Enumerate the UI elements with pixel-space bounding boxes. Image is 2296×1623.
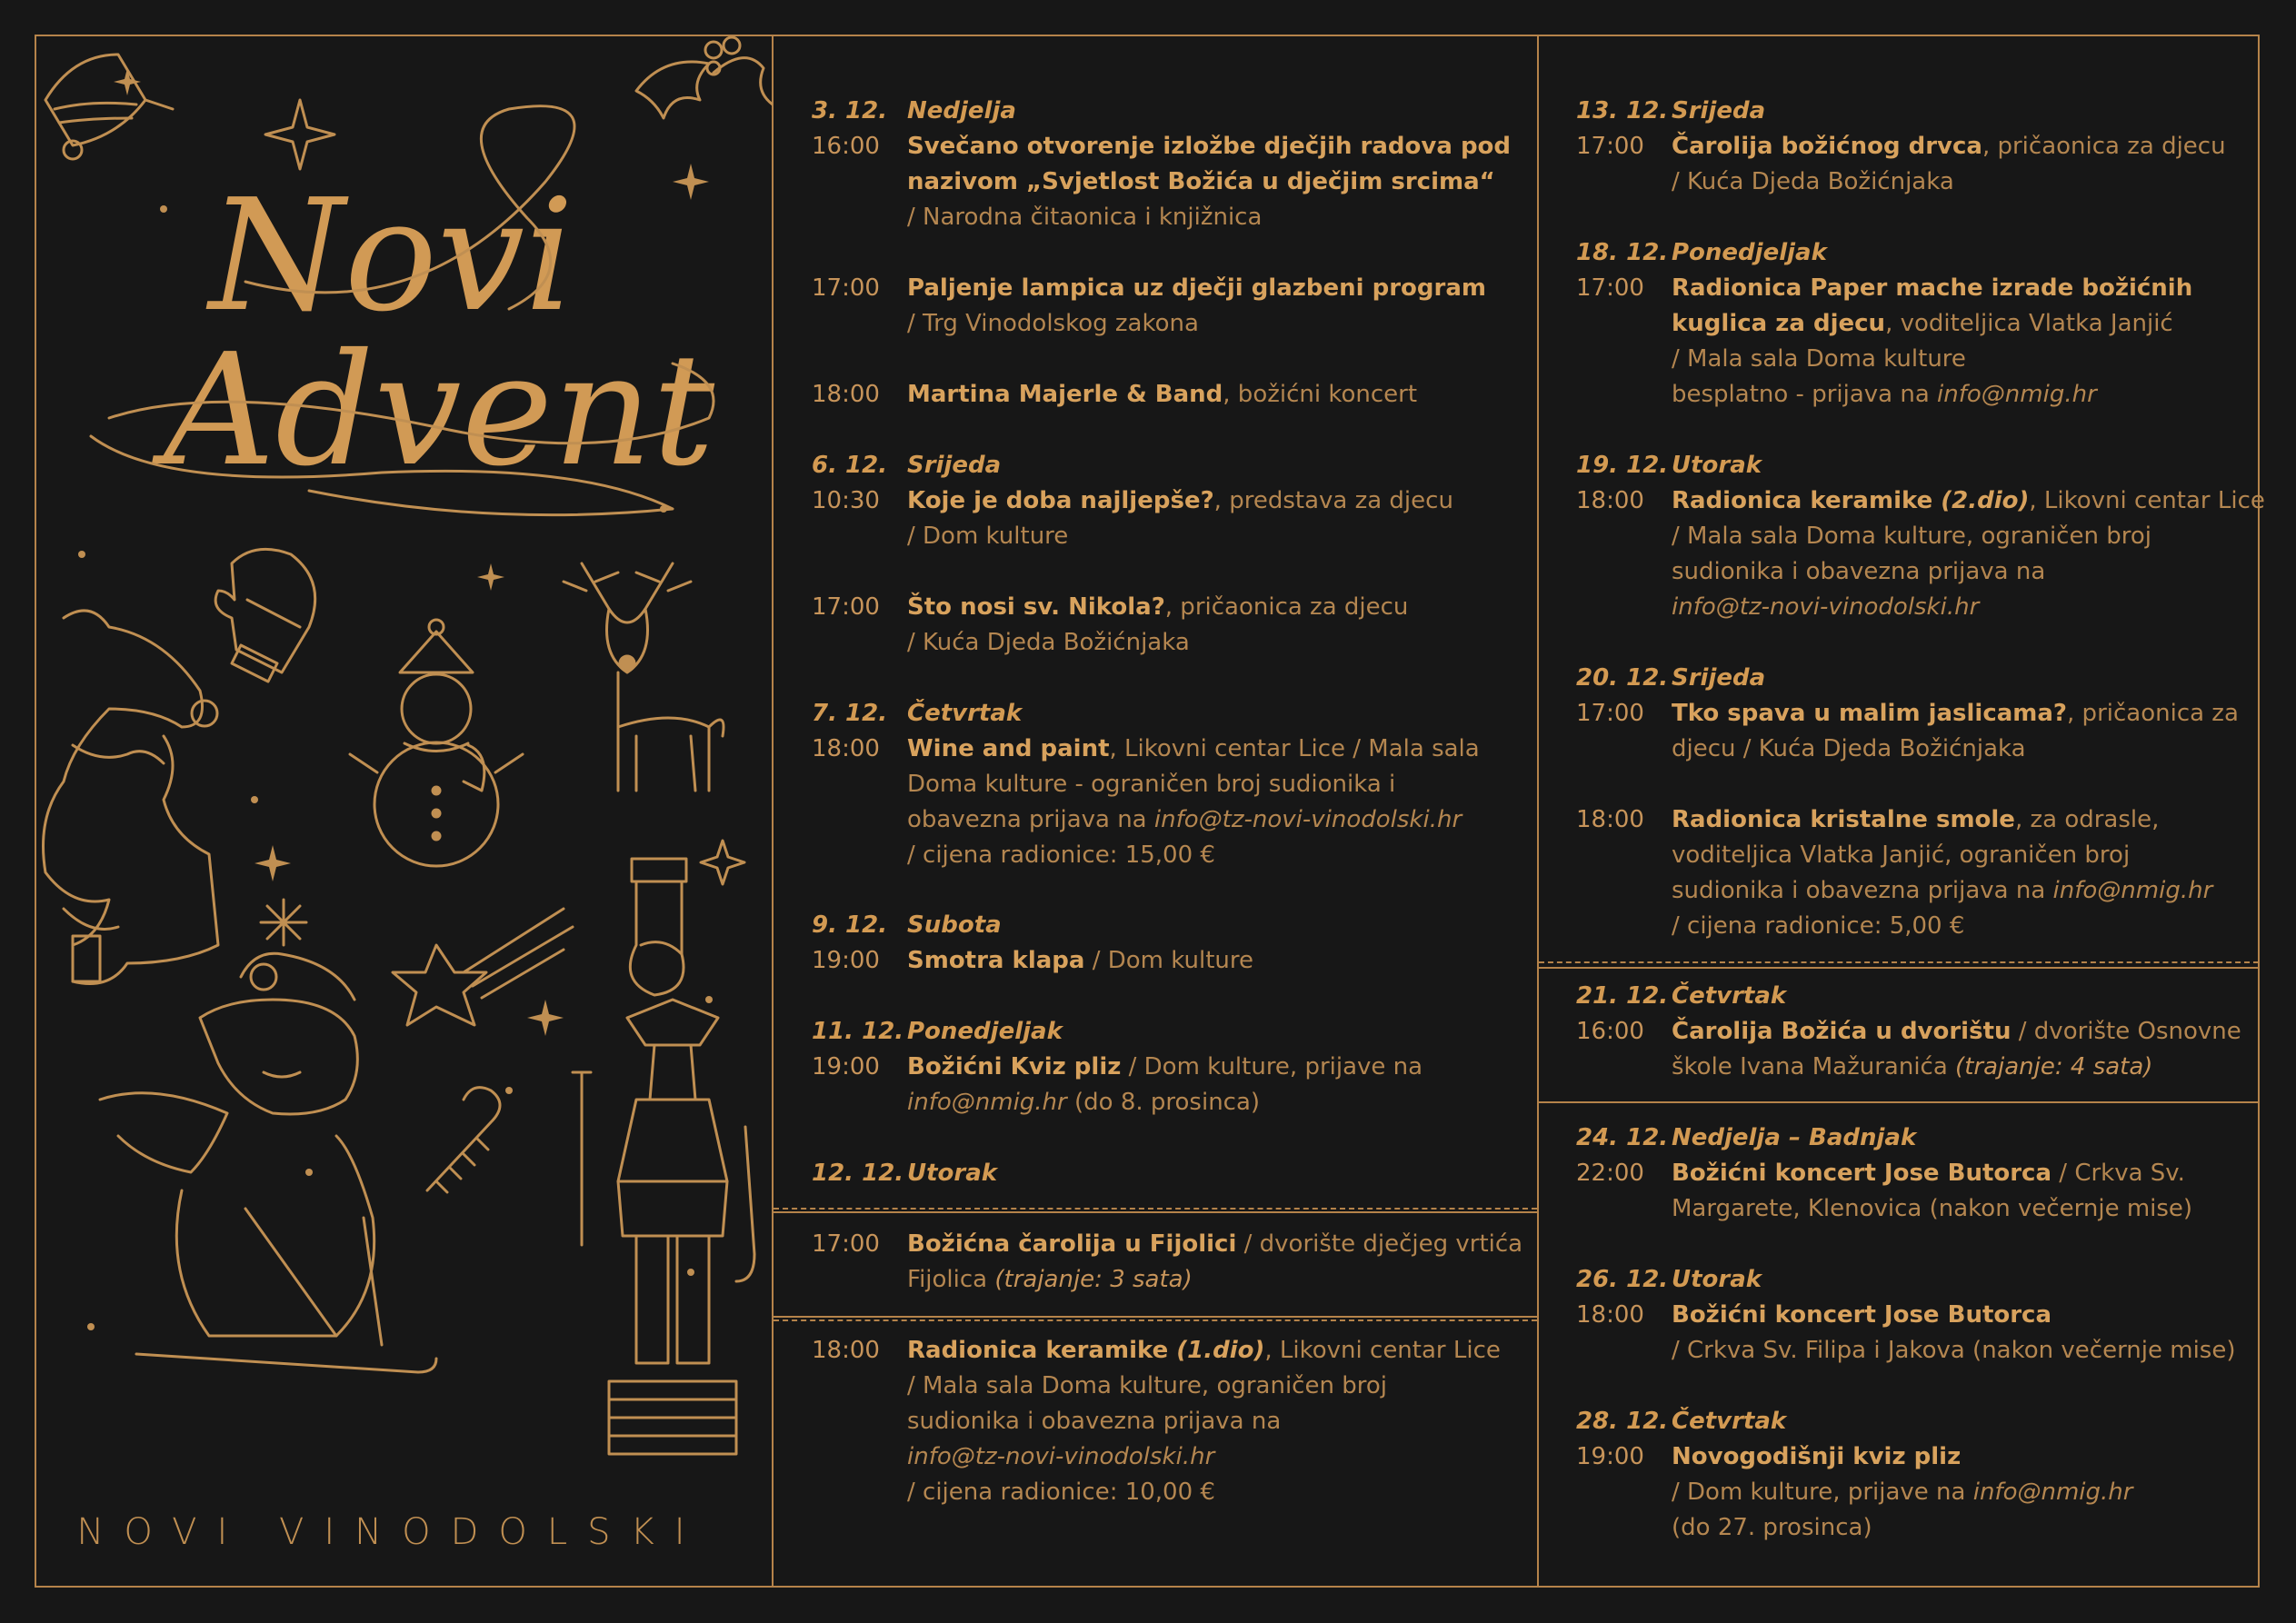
candy-cane-icon — [427, 1088, 500, 1192]
event-line — [1576, 838, 2267, 873]
event-weekday: Srijeda — [907, 452, 1002, 479]
event-text-segment: / cijena radionice: 10,00 € — [907, 1479, 1215, 1506]
event-text — [1672, 164, 1954, 200]
event-weekday: Nedjelja — [907, 97, 1016, 124]
event-line — [1576, 1510, 2267, 1546]
event-line — [1576, 129, 2267, 164]
day-header — [1576, 1120, 2267, 1156]
event-text-segment: / cijena radionice: 5,00 € — [1672, 912, 1965, 940]
event-line — [1576, 519, 2267, 554]
event-text — [1672, 271, 2192, 306]
day-header — [812, 908, 1539, 943]
event-text-segment: Margarete, Klenovica (nakon večernje mise) — [1672, 1195, 2193, 1222]
event-weekday: Četvrtak — [907, 700, 1023, 727]
day-header — [812, 94, 1539, 129]
event-text — [907, 625, 1190, 661]
event-time: 16:00 — [812, 133, 880, 160]
event-text-segment: , pričaonica za djecu — [1164, 593, 1409, 621]
email-link[interactable]: info@nmig.hr — [1937, 381, 2097, 408]
event-text-segment: / dvorište Osnovne — [2011, 1018, 2241, 1045]
event-text — [907, 1369, 1387, 1404]
event-line — [812, 625, 1539, 661]
event-text-segment: Božićna čarolija u Fijolici — [907, 1230, 1237, 1258]
event-weekday: Ponedjeljak — [1672, 239, 1827, 266]
event-time: 17:00 — [812, 274, 880, 302]
event-text-segment: Radionica kristalne smole — [1672, 806, 2015, 833]
event-time: 10:30 — [812, 487, 880, 514]
event-time: 17:00 — [812, 593, 880, 621]
event-line — [1576, 342, 2267, 377]
event-text-segment: Koje je doba najljepše? — [907, 487, 1214, 514]
nutcracker-icon — [573, 1000, 754, 1454]
email-link[interactable]: info@tz-novi-vinodolski.hr — [1153, 806, 1462, 833]
event-line — [812, 1404, 1539, 1439]
event-text-segment: Martina Majerle & Band — [907, 381, 1223, 408]
event-text — [1672, 1510, 1872, 1546]
event-weekday: Četvrtak — [1672, 1408, 1787, 1435]
event-line — [812, 1439, 1539, 1475]
event-date: 24. 12. — [1576, 1124, 1669, 1151]
event-text — [1672, 909, 1964, 944]
event-text-segment: / Mala sala Doma kulture, ograničen broj — [907, 1372, 1387, 1399]
event-text-segment: / Dom kulture — [907, 523, 1069, 550]
event-date: 28. 12. — [1576, 1408, 1669, 1435]
event-line — [812, 271, 1539, 306]
event-date: 26. 12. — [1576, 1266, 1669, 1293]
event-text-segment: Smotra klapa — [907, 947, 1085, 974]
event-text-segment: Radionica Paper mache izrade božićnih — [1672, 274, 2193, 302]
event-line — [1576, 732, 2267, 767]
event-text-segment: (1.dio) — [1176, 1337, 1265, 1364]
event-text — [1672, 129, 2226, 164]
event-date: 3. 12. — [812, 97, 888, 124]
email-link[interactable]: info@nmig.hr — [2052, 877, 2213, 904]
event-text-segment: , Likovni centar Lice / Mala sala — [1109, 735, 1480, 762]
event-text-segment: Fijolica — [907, 1266, 995, 1293]
brand-place: NOVI VINODOLSKI — [76, 1511, 705, 1553]
event-date: 18. 12. — [1576, 239, 1669, 266]
event-text-segment: kuglica za djecu — [1672, 310, 1886, 337]
event-text-segment: Doma kulture - ograničen broj sudionika i — [907, 771, 1396, 798]
event-text-segment: Božićni koncert Jose Butorca — [1672, 1160, 2052, 1187]
day-header — [812, 696, 1539, 732]
event-text-segment: Novogodišnji kviz pliz — [1672, 1443, 1962, 1470]
event-line — [1576, 1156, 2267, 1191]
email-link[interactable]: info@nmig.hr — [1972, 1479, 2133, 1506]
event-text-segment: Radionica keramike — [1672, 487, 1942, 514]
event-text-segment: / Kuća Djeda Božićnjaka — [1672, 168, 1954, 195]
event-text-segment: / dvorište dječjeg vrtića — [1236, 1230, 1523, 1258]
bell-icon — [45, 55, 173, 159]
holly-icon — [636, 37, 773, 118]
event-date: 6. 12. — [812, 452, 888, 479]
event-text — [1672, 1014, 2241, 1050]
event-text — [1672, 1298, 2051, 1333]
event-text-segment: / Mala sala Doma kulture, ograničen broj — [1672, 523, 2151, 550]
day-header — [1576, 979, 2267, 1014]
event-text-segment: / cijena radionice: 15,00 € — [907, 841, 1215, 869]
event-time: 17:00 — [1576, 274, 1644, 302]
event-text — [1672, 696, 2239, 732]
event-line — [812, 164, 1539, 200]
event-line — [812, 943, 1539, 979]
event-weekday: Utorak — [907, 1160, 998, 1187]
event-line — [812, 377, 1539, 413]
event-text — [907, 1439, 1214, 1475]
event-text — [907, 519, 1068, 554]
event-line — [1576, 164, 2267, 200]
event-text — [907, 200, 1262, 235]
event-text — [1672, 732, 2026, 767]
event-text — [907, 838, 1215, 873]
event-line — [812, 1227, 1539, 1262]
event-date: 12. 12. — [812, 1160, 904, 1187]
event-text — [1672, 873, 2212, 909]
event-text-segment: , Likovni centar Lice — [1264, 1337, 1501, 1364]
event-line — [1576, 271, 2267, 306]
event-text-segment: Tko spava u malim jaslicama? — [1672, 700, 2068, 727]
event-weekday: Nedjelja – Badnjak — [1672, 1124, 1917, 1151]
event-text-segment: (2.dio) — [1941, 487, 2030, 514]
event-text — [1672, 1156, 2185, 1191]
event-text-segment: / Mala sala Doma kulture — [1672, 345, 1966, 373]
event-date: 7. 12. — [812, 700, 888, 727]
event-time: 18:00 — [1576, 1301, 1644, 1329]
day-header — [1576, 94, 2267, 129]
event-time: 18:00 — [1576, 487, 1644, 514]
event-text — [1672, 377, 2097, 413]
event-line — [1576, 377, 2267, 413]
event-line — [812, 200, 1539, 235]
event-text — [1672, 1050, 2152, 1085]
event-text-segment: , predstava za djecu — [1213, 487, 1453, 514]
event-time: 18:00 — [812, 381, 880, 408]
event-text-segment: Svečano otvorenje izložbe dječjih radova pod — [907, 133, 1512, 160]
event-text — [1672, 590, 1979, 625]
event-line — [812, 1050, 1539, 1085]
event-time: 19:00 — [1576, 1443, 1644, 1470]
event-text — [1672, 802, 2159, 838]
event-line — [1576, 306, 2267, 342]
day-header — [1576, 1262, 2267, 1298]
event-line — [1576, 1298, 2267, 1333]
event-line — [812, 1085, 1539, 1120]
event-weekday: Srijeda — [1672, 97, 1766, 124]
event-line — [1576, 1333, 2267, 1369]
day-header — [1576, 235, 2267, 271]
event-line — [812, 590, 1539, 625]
event-line — [1576, 554, 2267, 590]
event-text-segment: Čarolija Božića u dvorištu — [1672, 1018, 2011, 1045]
event-text-segment: Božićni Kviz pliz — [907, 1053, 1122, 1080]
event-date: 9. 12. — [812, 911, 888, 939]
polar-bear-skiing-icon — [100, 953, 436, 1372]
event-text — [907, 1227, 1522, 1262]
separator-line — [774, 1211, 1537, 1213]
day-header — [1576, 448, 2267, 483]
event-weekday: Srijeda — [1672, 664, 1766, 692]
event-text-segment: / Dom kulture, prijave na — [1672, 1479, 1973, 1506]
event-text-segment: / Crkva Sv. — [2051, 1160, 2185, 1187]
event-line — [1576, 1191, 2267, 1227]
snowflake-icon — [261, 900, 306, 945]
event-line — [812, 306, 1539, 342]
event-text-segment: djecu / Kuća Djeda Božićnjaka — [1672, 735, 2026, 762]
event-time: 16:00 — [1576, 1018, 1644, 1045]
event-text — [907, 732, 1480, 767]
event-text-segment: sudionika i obavezna prijava na — [1672, 877, 2053, 904]
event-text-segment: Božićni koncert Jose Butorca — [1672, 1301, 2052, 1329]
event-text — [1672, 1333, 2236, 1369]
event-text — [907, 483, 1453, 519]
event-text — [907, 164, 1495, 200]
event-text-segment: , za odrasle, — [2014, 806, 2160, 833]
event-text — [907, 129, 1511, 164]
event-text-segment: / Kuća Djeda Božićnjaka — [907, 629, 1190, 656]
event-line — [812, 1333, 1539, 1369]
event-text-segment: (trajanje: 3 sata) — [994, 1266, 1193, 1293]
event-line — [1576, 873, 2267, 909]
stocking-icon — [630, 859, 686, 995]
event-text — [1672, 838, 2130, 873]
event-line — [1576, 1439, 2267, 1475]
snowman-icon — [350, 620, 523, 866]
event-line — [812, 1262, 1539, 1298]
event-line — [1576, 1050, 2267, 1085]
santa-icon — [44, 611, 219, 984]
event-text-segment: / Crkva Sv. Filipa i Jakova (nakon večernje mise) — [1672, 1337, 2236, 1364]
event-text-segment: , voditeljica Vlatka Janjić — [1885, 310, 2173, 337]
event-text — [907, 943, 1253, 979]
event-text-segment: , Likovni centar Lice — [2029, 487, 2265, 514]
event-text-segment: Radionica keramike — [907, 1337, 1177, 1364]
event-weekday: Četvrtak — [1672, 982, 1787, 1010]
event-line — [812, 838, 1539, 873]
email-link[interactable]: info@tz-novi-vinodolski.hr — [1672, 593, 1980, 621]
event-line — [812, 802, 1539, 838]
event-text-segment: obavezna prijava na — [907, 806, 1154, 833]
event-text-segment: Wine and paint — [907, 735, 1110, 762]
event-line — [1576, 1475, 2267, 1510]
separator-dashed — [1539, 961, 2259, 963]
event-text-segment: , božićni koncert — [1223, 381, 1418, 408]
event-line — [1576, 590, 2267, 625]
reindeer-icon — [564, 563, 724, 791]
event-line — [1576, 909, 2267, 944]
event-text — [1672, 519, 2151, 554]
separator-line — [1539, 967, 2259, 969]
day-header — [812, 448, 1539, 483]
event-time: 18:00 — [1576, 806, 1644, 833]
event-text — [907, 1475, 1215, 1510]
title-lettering — [91, 106, 715, 515]
event-line — [812, 519, 1539, 554]
day-header — [812, 1014, 1539, 1050]
event-text — [907, 1404, 1281, 1439]
event-line — [812, 129, 1539, 164]
event-text-segment: (do 8. prosinca) — [1066, 1089, 1261, 1116]
event-text — [1672, 483, 2265, 519]
event-text — [907, 1333, 1501, 1369]
event-text — [907, 271, 1486, 306]
event-text — [1672, 554, 2045, 590]
event-time: 19:00 — [812, 947, 880, 974]
day-header — [812, 1156, 1539, 1191]
event-text-segment: škole Ivana Mažuranića — [1672, 1053, 1956, 1080]
event-weekday: Subota — [907, 911, 1002, 939]
event-text-segment: , pričaonica za — [2067, 700, 2239, 727]
event-time: 17:00 — [1576, 133, 1644, 160]
event-text — [1672, 1439, 1961, 1475]
event-line — [1576, 802, 2267, 838]
event-date: 21. 12. — [1576, 982, 1669, 1010]
event-text — [1672, 1475, 2132, 1510]
event-text-segment: sudionika i obavezna prijava na — [907, 1408, 1282, 1435]
event-text-segment: / Dom kulture — [1084, 947, 1253, 974]
event-text — [1672, 306, 2173, 342]
event-weekday: Utorak — [1672, 452, 1762, 479]
event-weekday: Utorak — [1672, 1266, 1762, 1293]
event-text-segment: , pričaonica za djecu — [1982, 133, 2226, 160]
event-text — [907, 1050, 1423, 1085]
illustration-panel — [36, 36, 773, 1586]
event-date: 20. 12. — [1576, 664, 1669, 692]
event-text-segment: Paljenje lampica uz dječji glazbeni program — [907, 274, 1486, 302]
event-line — [812, 483, 1539, 519]
event-text — [907, 1085, 1260, 1120]
event-text-segment: besplatno - prijava na — [1672, 381, 1938, 408]
event-line — [812, 732, 1539, 767]
event-line — [812, 1475, 1539, 1510]
event-line — [1576, 1014, 2267, 1050]
separator-line — [1539, 1101, 2259, 1103]
event-text-segment: nazivom „Svjetlost Božića u dječjim srcima“ — [907, 168, 1495, 195]
event-text — [907, 590, 1408, 625]
mitten-icon — [215, 549, 315, 682]
event-text-segment: / Narodna čitaonica i knjižnica — [907, 204, 1263, 231]
separator-dashed — [774, 1319, 1537, 1321]
event-time: 18:00 — [812, 735, 880, 762]
event-time: 22:00 — [1576, 1160, 1644, 1187]
event-text-segment: / Dom kulture, prijave na — [1121, 1053, 1423, 1080]
event-time: 18:00 — [812, 1337, 880, 1364]
event-text — [907, 377, 1417, 413]
event-line — [1576, 483, 2267, 519]
event-text-segment: (do 27. prosinca) — [1672, 1514, 1872, 1541]
event-text-segment: Čarolija božićnog drvca — [1672, 133, 1982, 160]
event-text — [907, 767, 1395, 802]
event-time: 17:00 — [1576, 700, 1644, 727]
email-link[interactable]: info@tz-novi-vinodolski.hr — [907, 1443, 1215, 1470]
event-time: 19:00 — [812, 1053, 880, 1080]
event-text-segment: voditeljica Vlatka Janjić, ograničen broj — [1672, 841, 2131, 869]
day-header — [1576, 661, 2267, 696]
event-text-segment: Što nosi sv. Nikola? — [907, 593, 1165, 621]
event-line — [1576, 696, 2267, 732]
event-text — [907, 802, 1462, 838]
event-text — [907, 306, 1199, 342]
event-text-segment: sudionika i obavezna prijava na — [1672, 558, 2046, 585]
title-novi: Novi — [209, 166, 574, 346]
email-link[interactable]: info@nmig.hr — [907, 1089, 1067, 1116]
event-text — [1672, 342, 1966, 377]
event-line — [812, 767, 1539, 802]
event-text — [1672, 1191, 2192, 1227]
separator-dashed — [774, 1208, 1537, 1210]
separator-line — [774, 1316, 1537, 1318]
event-line — [812, 1369, 1539, 1404]
event-weekday: Ponedjeljak — [907, 1018, 1063, 1045]
event-date: 19. 12. — [1576, 452, 1669, 479]
event-date: 13. 12. — [1576, 97, 1669, 124]
event-time: 17:00 — [812, 1230, 880, 1258]
star-icon — [701, 841, 744, 884]
event-text-segment: / Trg Vinodolskog zakona — [907, 310, 1199, 337]
event-text — [907, 1262, 1193, 1298]
title-advent: Advent — [164, 321, 715, 501]
event-date: 11. 12. — [812, 1018, 904, 1045]
day-header — [1576, 1404, 2267, 1439]
event-text-segment: (trajanje: 4 sata) — [1955, 1053, 2153, 1080]
